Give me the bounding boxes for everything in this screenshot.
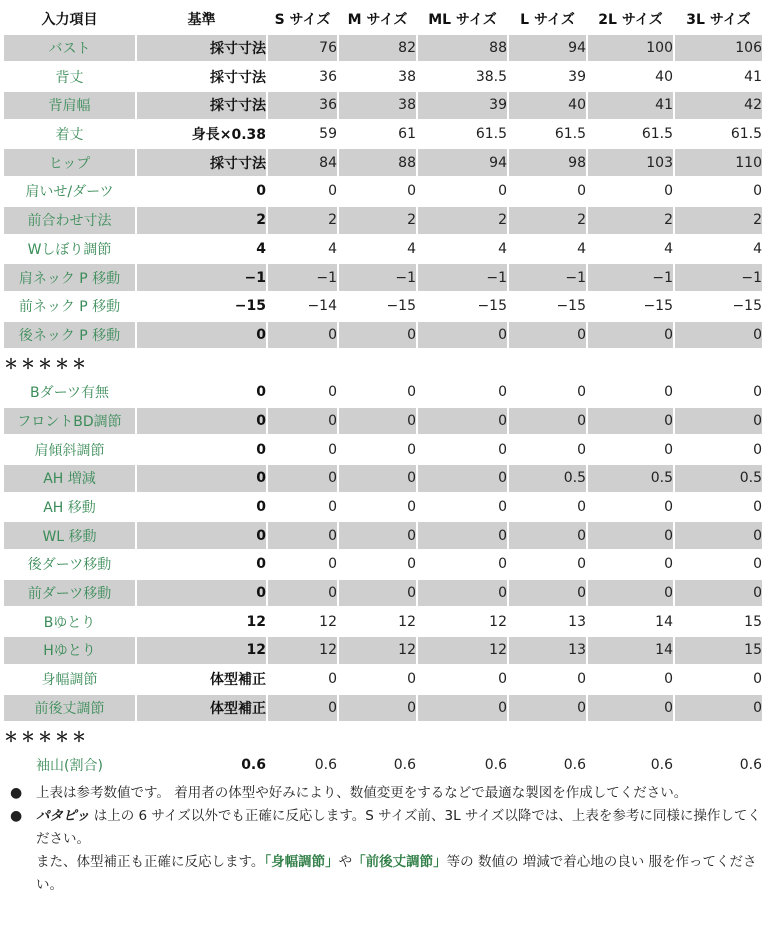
separator-row xyxy=(4,350,762,377)
header-row xyxy=(4,6,762,33)
row-base: 採寸寸法 xyxy=(137,92,266,119)
header-size-m: M サイズ xyxy=(339,6,416,33)
size-value: 110 xyxy=(675,149,762,176)
size-value: 13 xyxy=(509,637,586,664)
size-value: 82 xyxy=(339,35,416,62)
size-value: 0 xyxy=(588,408,673,435)
size-value: −1 xyxy=(339,264,416,291)
row-label: 後ダーツ移動 xyxy=(4,551,135,578)
size-value: 4 xyxy=(418,236,507,263)
table-row xyxy=(4,236,762,263)
size-value: 0 xyxy=(588,494,673,521)
header-base: 基準 xyxy=(137,6,266,33)
size-value: 0 xyxy=(588,436,673,463)
size-value: 38 xyxy=(339,92,416,119)
size-value: 0 xyxy=(588,379,673,406)
size-value: 98 xyxy=(509,149,586,176)
size-value: 0 xyxy=(268,322,337,349)
header-size-l: L サイズ xyxy=(509,6,586,33)
row-base: 体型補正 xyxy=(137,666,266,693)
size-value: 94 xyxy=(418,149,507,176)
size-value: 0 xyxy=(675,666,762,693)
row-base: −15 xyxy=(137,293,266,320)
size-value: 0 xyxy=(418,522,507,549)
row-label: 身幅調節 xyxy=(4,666,135,693)
table-row xyxy=(4,293,762,320)
size-value: 42 xyxy=(675,92,762,119)
size-value: 0 xyxy=(675,522,762,549)
size-value: 0 xyxy=(588,666,673,693)
note-3-post: 等の 数値の 増減で着心地の良い 服を作ってください。 xyxy=(36,854,757,893)
row-base: 0 xyxy=(137,494,266,521)
table-row xyxy=(4,494,762,521)
row-label: 肩ネック P 移動 xyxy=(4,264,135,291)
size-value: 0 xyxy=(509,551,586,578)
row-base: −1 xyxy=(137,264,266,291)
size-value: 0 xyxy=(588,551,673,578)
size-value: 0.6 xyxy=(675,752,762,779)
size-value: 0 xyxy=(418,465,507,492)
size-value: 0 xyxy=(268,551,337,578)
table-row xyxy=(4,522,762,549)
size-value: 0 xyxy=(509,178,586,205)
row-base: 12 xyxy=(137,608,266,635)
table-row xyxy=(4,207,762,234)
header-item: 入力項目 xyxy=(4,6,135,33)
table-row xyxy=(4,63,762,90)
size-value: 88 xyxy=(418,35,507,62)
size-value: 59 xyxy=(268,121,337,148)
size-value: −1 xyxy=(588,264,673,291)
size-value: 0 xyxy=(418,408,507,435)
table-row xyxy=(4,580,762,607)
table-row xyxy=(4,465,762,492)
row-label: 肩傾斜調節 xyxy=(4,436,135,463)
row-label: 後ネック P 移動 xyxy=(4,322,135,349)
size-value: 0 xyxy=(268,178,337,205)
row-label: Hゆとり xyxy=(4,637,135,664)
size-value: −15 xyxy=(588,293,673,320)
separator-row xyxy=(4,723,762,750)
size-value: 15 xyxy=(675,608,762,635)
note-1-text: 上表は参考数値です。 着用者の体型や好みにより、数値変更をするなどで最適な製図を作成してください。 xyxy=(36,785,688,801)
table-row xyxy=(4,436,762,463)
row-label: 背肩幅 xyxy=(4,92,135,119)
size-value: 0 xyxy=(418,666,507,693)
size-value: 0 xyxy=(268,580,337,607)
size-value: 2 xyxy=(509,207,586,234)
row-label: 袖山(割合) xyxy=(4,752,135,779)
size-value: 41 xyxy=(675,63,762,90)
size-value: 84 xyxy=(268,149,337,176)
size-value: 0 xyxy=(339,379,416,406)
size-value: 0 xyxy=(418,695,507,722)
row-base: 採寸寸法 xyxy=(137,149,266,176)
row-base: 採寸寸法 xyxy=(137,63,266,90)
row-base: 12 xyxy=(137,637,266,664)
highlight-body-width: 「身幅調節」 xyxy=(264,854,339,870)
size-value: 38 xyxy=(339,63,416,90)
size-value: 61.5 xyxy=(675,121,762,148)
size-value: 0 xyxy=(339,436,416,463)
size-value: 0.6 xyxy=(339,752,416,779)
size-value: 94 xyxy=(509,35,586,62)
size-value: 0 xyxy=(418,551,507,578)
size-value: 2 xyxy=(418,207,507,234)
size-value: 0 xyxy=(268,436,337,463)
size-value: 0 xyxy=(588,695,673,722)
size-value: 4 xyxy=(588,236,673,263)
size-value: 12 xyxy=(339,637,416,664)
row-label: AH 増減 xyxy=(4,465,135,492)
size-value: 4 xyxy=(509,236,586,263)
header-size-s: S サイズ xyxy=(268,6,337,33)
size-value: 0 xyxy=(268,666,337,693)
size-value: −1 xyxy=(509,264,586,291)
row-label: フロントBD調節 xyxy=(4,408,135,435)
size-value: 0 xyxy=(339,522,416,549)
size-value: 13 xyxy=(509,608,586,635)
size-value: −14 xyxy=(268,293,337,320)
row-base: 2 xyxy=(137,207,266,234)
row-base: 0 xyxy=(137,408,266,435)
size-value: −1 xyxy=(675,264,762,291)
table-row xyxy=(4,752,762,779)
size-value: 0 xyxy=(418,178,507,205)
size-value: 0 xyxy=(675,322,762,349)
size-value: −15 xyxy=(509,293,586,320)
size-value: 36 xyxy=(268,92,337,119)
row-label: Bゆとり xyxy=(4,608,135,635)
size-value: 0 xyxy=(509,695,586,722)
table-row xyxy=(4,551,762,578)
size-value: 0 xyxy=(418,379,507,406)
size-value: 0 xyxy=(675,379,762,406)
size-value: 2 xyxy=(268,207,337,234)
size-value: 0 xyxy=(268,494,337,521)
size-value: 41 xyxy=(588,92,673,119)
size-value: 0 xyxy=(588,522,673,549)
separator-text: ＊＊＊＊＊ xyxy=(4,350,762,377)
row-label: 前後丈調節 xyxy=(4,695,135,722)
size-value: 4 xyxy=(339,236,416,263)
row-base: 0 xyxy=(137,436,266,463)
header-size-2l: 2L サイズ xyxy=(588,6,673,33)
size-value: 0 xyxy=(675,178,762,205)
bullet-icon: ● xyxy=(10,808,23,824)
size-value: 0 xyxy=(588,322,673,349)
size-value: 2 xyxy=(339,207,416,234)
size-value: 4 xyxy=(675,236,762,263)
row-label: 前ダーツ移動 xyxy=(4,580,135,607)
table-row xyxy=(4,408,762,435)
size-value: 0 xyxy=(675,408,762,435)
row-label: Wしぼり調節 xyxy=(4,236,135,263)
size-value: 0 xyxy=(418,494,507,521)
size-value: 12 xyxy=(268,637,337,664)
size-value: 76 xyxy=(268,35,337,62)
size-value: 0 xyxy=(268,695,337,722)
size-value: −1 xyxy=(268,264,337,291)
size-value: 36 xyxy=(268,63,337,90)
size-value: 88 xyxy=(339,149,416,176)
table-row xyxy=(4,149,762,176)
row-label: 肩いせ/ダーツ xyxy=(4,178,135,205)
size-value: 100 xyxy=(588,35,673,62)
row-base: 0 xyxy=(137,522,266,549)
table-row xyxy=(4,322,762,349)
size-value: 61.5 xyxy=(588,121,673,148)
table-row xyxy=(4,379,762,406)
size-value: 0 xyxy=(268,408,337,435)
size-value: 0 xyxy=(675,494,762,521)
size-value: 0 xyxy=(339,322,416,349)
size-value: 0 xyxy=(339,178,416,205)
size-value: 61.5 xyxy=(418,121,507,148)
row-base: 0 xyxy=(137,551,266,578)
row-base: 0.6 xyxy=(137,752,266,779)
size-value: 0 xyxy=(588,178,673,205)
size-value: 12 xyxy=(418,608,507,635)
note-1 xyxy=(8,782,774,805)
size-value: 0 xyxy=(418,436,507,463)
size-value: 0 xyxy=(509,522,586,549)
size-value: 0 xyxy=(509,580,586,607)
row-label: 背丈 xyxy=(4,63,135,90)
size-value: 14 xyxy=(588,608,673,635)
note-3-pre: また、体型補正も正確に反応します。 xyxy=(36,854,265,870)
size-value: 0 xyxy=(509,379,586,406)
header-size-3l: 3L サイズ xyxy=(675,6,762,33)
size-value: −15 xyxy=(675,293,762,320)
size-value: 0 xyxy=(339,666,416,693)
size-value: 12 xyxy=(268,608,337,635)
size-value: 14 xyxy=(588,637,673,664)
row-base: 0 xyxy=(137,465,266,492)
table-row xyxy=(4,121,762,148)
size-value: 40 xyxy=(509,92,586,119)
note-3 xyxy=(8,851,774,897)
size-value: 39 xyxy=(418,92,507,119)
size-table xyxy=(2,4,764,781)
table-row xyxy=(4,637,762,664)
table-row xyxy=(4,35,762,62)
row-base: 体型補正 xyxy=(137,695,266,722)
size-value: 0 xyxy=(509,494,586,521)
note-2 xyxy=(8,805,774,851)
size-value: 0 xyxy=(339,408,416,435)
table-row xyxy=(4,178,762,205)
size-value: 2 xyxy=(588,207,673,234)
note-2-text: は上の 6 サイズ以外でも正確に反応します。S サイズ前、3L サイズ以降では、上表を参考に同様に操作してください。 xyxy=(36,808,761,847)
row-label: 着丈 xyxy=(4,121,135,148)
size-value: 0.6 xyxy=(509,752,586,779)
row-base: 0 xyxy=(137,379,266,406)
size-value: 38.5 xyxy=(418,63,507,90)
row-label: 前ネック P 移動 xyxy=(4,293,135,320)
size-value: 0 xyxy=(268,522,337,549)
size-value: 0 xyxy=(268,465,337,492)
row-base: 0 xyxy=(137,580,266,607)
size-value: −15 xyxy=(418,293,507,320)
size-value: 12 xyxy=(418,637,507,664)
size-value: 0 xyxy=(339,580,416,607)
size-value: 0 xyxy=(675,436,762,463)
size-value: 2 xyxy=(675,207,762,234)
size-value: 0 xyxy=(675,551,762,578)
table-row xyxy=(4,695,762,722)
size-value: 0 xyxy=(509,666,586,693)
notes xyxy=(8,782,774,897)
size-value: 0 xyxy=(339,695,416,722)
size-value: 4 xyxy=(268,236,337,263)
size-value: 0 xyxy=(339,494,416,521)
size-value: −15 xyxy=(339,293,416,320)
row-label: バスト xyxy=(4,35,135,62)
table-row xyxy=(4,608,762,635)
size-value: 106 xyxy=(675,35,762,62)
size-value: 40 xyxy=(588,63,673,90)
bullet-icon: ● xyxy=(10,785,23,801)
row-label: WL 移動 xyxy=(4,522,135,549)
size-value: 0 xyxy=(509,436,586,463)
size-value: 0 xyxy=(588,580,673,607)
highlight-front-back-length: 「前後丈調節」 xyxy=(352,854,447,870)
size-value: 0.5 xyxy=(509,465,586,492)
size-value: 0 xyxy=(675,580,762,607)
size-value: 61.5 xyxy=(509,121,586,148)
size-value: 103 xyxy=(588,149,673,176)
size-value: 0 xyxy=(509,322,586,349)
size-value: 12 xyxy=(339,608,416,635)
size-value: 0 xyxy=(418,580,507,607)
row-base: 身長×0.38 xyxy=(137,121,266,148)
size-value: 39 xyxy=(509,63,586,90)
size-value: 0.6 xyxy=(588,752,673,779)
row-label: AH 移動 xyxy=(4,494,135,521)
table-row xyxy=(4,92,762,119)
size-value: 0.6 xyxy=(268,752,337,779)
size-value: 0.6 xyxy=(418,752,507,779)
table-row xyxy=(4,264,762,291)
size-value: 0 xyxy=(509,408,586,435)
size-value: 0.5 xyxy=(675,465,762,492)
size-value: 0.5 xyxy=(588,465,673,492)
size-value: 15 xyxy=(675,637,762,664)
table-row xyxy=(4,666,762,693)
row-base: 0 xyxy=(137,178,266,205)
row-base: 採寸寸法 xyxy=(137,35,266,62)
header-size-ml: ML サイズ xyxy=(418,6,507,33)
row-label: 前合わせ寸法 xyxy=(4,207,135,234)
row-base: 0 xyxy=(137,322,266,349)
row-label: ヒップ xyxy=(4,149,135,176)
size-value: 0 xyxy=(418,322,507,349)
row-label: Bダーツ有無 xyxy=(4,379,135,406)
row-base: 4 xyxy=(137,236,266,263)
size-value: 0 xyxy=(339,551,416,578)
size-value: −1 xyxy=(418,264,507,291)
size-value: 0 xyxy=(339,465,416,492)
brand-name: パタピッ xyxy=(36,808,90,824)
size-value: 61 xyxy=(339,121,416,148)
size-value: 0 xyxy=(268,379,337,406)
note-3-mid: や xyxy=(338,854,353,870)
separator-text: ＊＊＊＊＊ xyxy=(4,723,762,750)
size-value: 0 xyxy=(675,695,762,722)
